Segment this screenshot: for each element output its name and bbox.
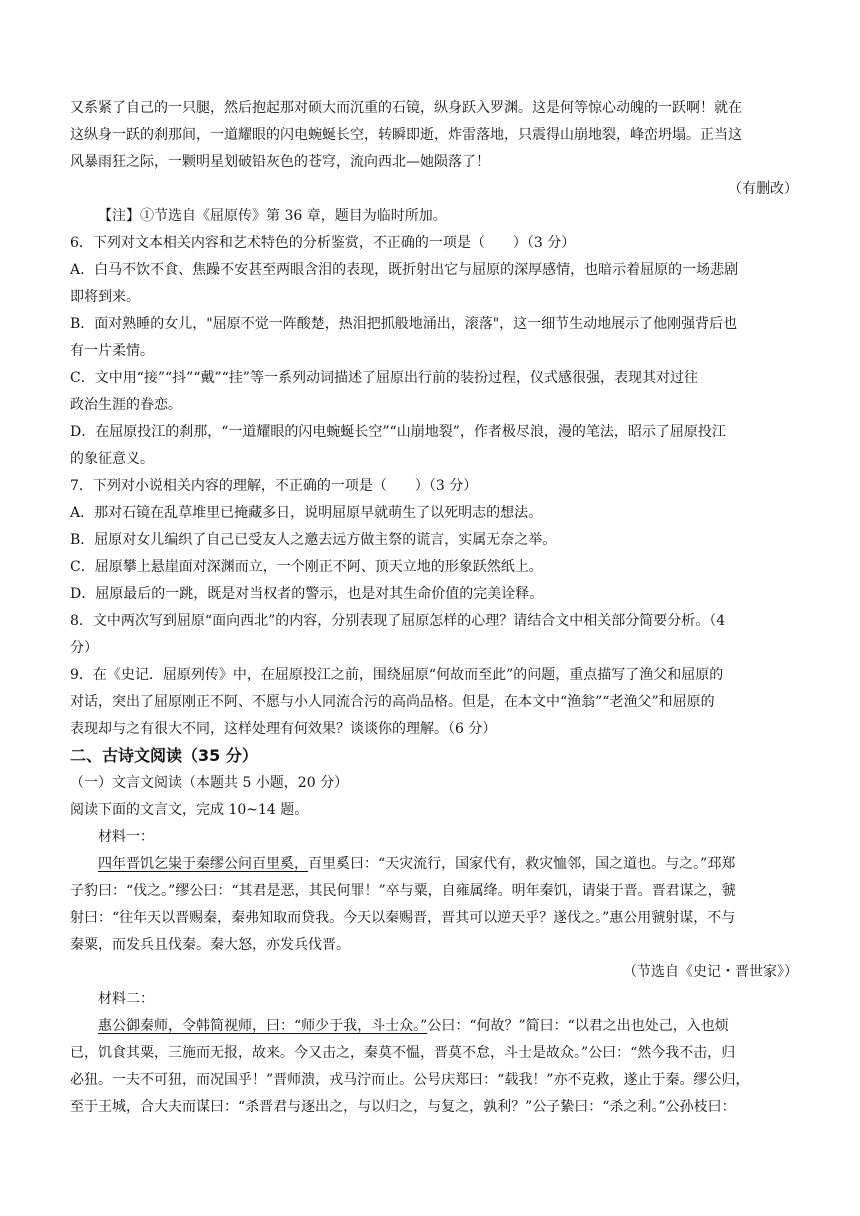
material-2-line: 已，饥食其粟，三施而无报，故来。今又击之，秦莫不愠，晋莫不怠，斗士是故众。”公曰：“然今我不击，归	[70, 1045, 736, 1061]
underlined-sentence: 惠公御秦师，令韩简视师，曰：“师少于我，斗士众。”	[98, 1018, 428, 1034]
question-6-option-a: A．白马不饮不食、焦躁不安甚至两眼含泪的表现，既折射出它与屈原的深厚感情，也暗示着屈原的一场悲剧	[70, 262, 739, 278]
material-2-text: 公曰：“何故？”简曰：“以君之出也处己，入也烦	[427, 1018, 729, 1034]
question-6-option-d: D．在屈原投江的刹那，“一道耀眼的闪电蜿蜒长空”“山崩地裂”，作者极尽浪，漫的笔法，昭示了屈原投江	[70, 424, 726, 440]
material-1-line: 射曰：“往年天以晋赐秦，秦弗知取而贷我。今天以秦赐晋，晋其可以逆天乎？遂伐之。”惠公用虢射谋，不与	[70, 910, 736, 926]
question-9-cont: 表现却与之有很大不同，这样处理有何效果？谈谈你的理解。（6 分）	[70, 721, 497, 737]
question-6-stem: 6．下列对文本相关内容和艺术特色的分析鉴赏，不正确的一项是（ ）（3 分）	[70, 235, 576, 251]
material-1-text: 百里奚曰：“天灾流行，国家代有，救灾恤邻，国之道也。与之。”邳郑	[308, 856, 736, 872]
question-8-cont: 分）	[70, 640, 98, 656]
section-subheading: （一）文言文阅读（本题共 5 小题，20 分）	[70, 775, 349, 791]
section-instruction: 阅读下面的文言文，完成 10~14 题。	[70, 802, 309, 818]
story-line: 又系紧了自己的一只腿，然后抱起那对硕大而沉重的石镜，纵身跃入罗渊。这是何等惊心动魄的一跃啊！就在	[70, 100, 742, 116]
question-6-option-b: B．面对熟睡的女儿，"屈原不觉一阵酸楚，热泪把抓般地涌出，滚落"，这一细节生动地展示了他刚强背后也	[70, 316, 738, 332]
story-source: （有删改）	[728, 181, 798, 197]
question-7-option-c: C．屈原攀上悬崖面对深渊而立，一个刚正不阿、顶天立地的形象跃然纸上。	[70, 559, 543, 575]
underlined-sentence: 四年晋饥乞粜于秦缪公问百里奚，	[98, 856, 308, 872]
material-2-label: 材料二：	[98, 991, 154, 1007]
story-note: 【注】①节选自《屈原传》第 36 章，题目为临时所加。	[98, 208, 447, 224]
material-2-line: 至于王城，合大夫而谋曰：“杀晋君与逐出之，与以归之，与复之，孰利？”公子絷曰：“杀之利。”公孙枝曰：	[70, 1099, 736, 1115]
question-7-option-d: D．屈原最后的一跳，既是对当权者的警示，也是对其生命价值的完美诠释。	[70, 586, 544, 602]
question-8: 8．文中两次写到屈原“面向西北”的内容，分别表现了屈原怎样的心理？请结合文中相关部分简要分析。（4	[70, 613, 726, 629]
question-6-option-b-cont: 有一片柔情。	[70, 343, 154, 359]
section-heading: 二、古诗文阅读（35 分）	[70, 746, 258, 765]
question-9-cont: 对话，突出了屈原刚正不阿、不愿与小人同流合污的高尚品格。但是，在本文中“渔翁”“老渔父”和屈原的	[70, 694, 715, 710]
story-line: 这纵身一跃的刹那间，一道耀眼的闪电蜿蜒长空，转瞬即逝，炸雷落地，只震得山崩地裂，峰峦坍塌。正当这	[70, 127, 742, 143]
question-7-option-a: A．那对石镜在乱草堆里已掩藏多日，说明屈原早就萌生了以死明志的想法。	[70, 505, 543, 521]
material-1-line: 子豹曰：“伐之。”缪公曰：“其君是恶，其民何罪！”卒与粟，自雍属绛。明年秦饥，请粜于晋。晋君谋之，虢	[70, 883, 736, 899]
question-6-option-d-cont: 的象征意义。	[70, 451, 154, 467]
question-7-option-b: B．屈原对女儿编织了自己已受友人之邀去远方做主祭的谎言，实属无奈之举。	[70, 532, 557, 548]
question-6-option-c: C．文中用“接”“抖”“戴”“挂”等一系列动词描述了屈原出行前的装扮过程，仪式感很强，表现其对过往	[70, 370, 698, 386]
question-9: 9．在《史记．屈原列传》中，在屈原投江之前，围绕屈原“何故而至此”的问题，重点描写了渔父和屈原的	[70, 667, 724, 683]
story-line: 风暴雨狂之际，一颗明星划破铅灰色的苍穹，流向西北—她陨落了！	[70, 154, 490, 170]
material-1-line	[98, 854, 798, 874]
material-2-line: 必狃。一夫不可狃，而况国乎！”晋师溃，戎马泞而止。公号庆郑曰：“载我！”亦不克救，遂止于秦。缪公归，	[70, 1072, 750, 1088]
material-2-line	[98, 1016, 798, 1036]
question-6-option-c-cont: 政治生涯的眷恋。	[70, 397, 182, 413]
material-1-line: 秦粟，而发兵且伐秦。秦大怒，亦发兵伐晋。	[70, 937, 350, 953]
material-1-source: （节选自《史记・晋世家》）	[623, 964, 798, 980]
question-6-option-a-cont: 即将到来。	[70, 289, 140, 305]
material-1-label: 材料一：	[98, 829, 154, 845]
question-7-stem: 7．下列对小说相关内容的理解，不正确的一项是（ ）（3 分）	[70, 478, 478, 494]
